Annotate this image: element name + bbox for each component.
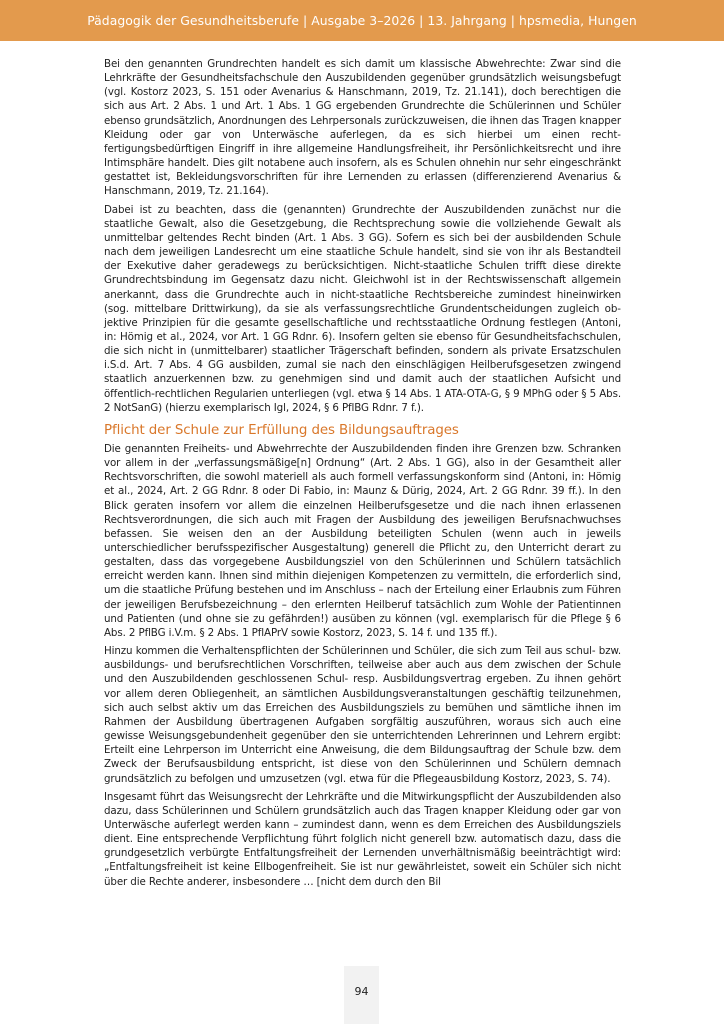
paragraph-5: Insgesamt führt das Weisungsrecht der Lehrkräfte und die Mitwirkungspflicht der Auszubildenden also dazu, dass Schülerinnen und Schülern grundsätzlich auch das Tragen knapper Kleidung oder gar von Unterwäsche auferlegt werden kann – zumindest dann, wenn es dem Erreichen des Ausbildungsziels dient. Eine entsprechende Verpflichtung führt folglich nicht generell bzw. automatisch dazu, dass die grundgesetzlich verbürgte Entfaltungsfreiheit der Lernenden unverhältnismäßig beeinträchtigt wird: „Entfaltungsfreiheit ist keine Ellbogenfreiheit. Sie ist nur gewährleistet, soweit ein Schüler sich nicht über die Rechte anderer, insbesondere … [nicht dem durch den Bil [104,790,621,888]
article-body [104,57,621,893]
paragraph-4: Hinzu kommen die Verhaltenspflichten der Schülerinnen und Schüler, die sich zum Teil aus schul- bzw. ausbildungs- und berufsrechtlichen Vorschriften, teilweise aber auch aus dem zwischen der Schule und den Auszubildenden geschlossenen Schul- resp. Ausbildungsvertrag ergeben. Zu ihnen gehört vor allem deren Obliegenheit, an sämtlichen Ausbildungsveranstaltungen geschäftig teilzunehmen, sich auch selbst aktiv um das Erreichen des Ausbildungsziels zu bemühen und sämtliche ihnen im Rahmen der Ausbildung übertragenen Aufgaben sorgfältig auszuführen, woraus sich auch eine gewisse Weisungsgebundenheit gegenüber den sie unterrichtenden Lehrerinnen und Lehrern ergibt: Erteilt eine Lehrperson im Unterricht eine Anweisung, die dem Bildungsauftrag der Schule bzw. dem Zweck der Berufsausbildung entspricht, ist diese von den Schülerinnen und Schülern demnach grundsätzlich zu befolgen und umzusetzen (vgl. etwa für die Pflegeausbildung Kostorz, 2023, S. 74). [104,645,621,785]
paragraph-1: Bei den genannten Grundrechten handelt es sich damit um klassische Abwehrechte: Zwar sind die Lehrkräfte der Gesundheitsfachschule den Auszubildenden gegenüber grundsätzlich weisungsbefugt (vgl. Kostorz 2023, S. 151 oder Avenarius & Hanschmann, 2019, Tz. 21.141), doch berechtigen die sich aus Art. 2 Abs. 1 und Art. 1 Abs. 1 GG ergebenden Grundrechte die Schülerinnen und Schüler ebenso grundsätzlich, Anordnungen des Lehrpersonals zurückzuweisen, die ihnen das Tragen knapper Kleidung oder gar von Unterwäsche auferlegen, da es sich hierbei um einen rechtfertigungsbedürftigen Eingriff in ihre allgemeine Handlungsfreiheit, ihr Persönlichkeitsrecht und ihre Intimsphäre handelt. Dies gilt notabene auch insofern, als es Schulen ohnehin nur sehr eingeschränkt gestattet ist, Bekleidungsvorschriften für ihre Lernenden zu erlassen (differenzierend Avenarius & Hanschmann, 2019, Tz. 21.164). [104,58,621,198]
paragraph-2: Dabei ist zu beachten, dass die (genannten) Grundrechte der Auszubildenden zunächst nur die staatliche Gewalt, also die Gesetzgebung, die Rechtsprechung sowie die vollziehende Gewalt als unmittelbar geltendes Recht binden (Art. 1 Abs. 3 GG). Sofern es sich bei der ausbildenden Schule nach dem jeweiligen Landesrecht um eine staatliche Schule handelt, sind sie von ihr als Bestandteil der Exekutive daher geradewegs zu berücksichtigen. Nicht-staatliche Schulen trifft diese direkte Grundrechtsbindung im Gegensatz dazu nicht. Gleichwohl ist in der Rechtswissenschaft allgemein anerkannt, dass die Grundrechte auch in nicht-staatliche Rechtsbereiche zumindest hineinwirken (sog. mittelbare Drittwirkung), da sie als verfassungsrechtliche Grundentscheidungen zugleich objektive Prinzipien für die gesamte gesellschaftliche und rechtsstaatliche Ordnung festlegen (Antoni, in: Hömig et al., 2024, vor Art. 1 GG Rdnr. 6). Insofern gelten sie ebenso für Gesundheitsfachschulen, die sich nicht in (unmittelbarer) staatlicher Trägerschaft befinden, sondern als private Ersatzschulen i.S.d. Art. 7 Abs. 4 GG ausbilden, zumal sie nach den einschlägigen Heilberufsgesetzen zwingend staatlich anzuerkennen bzw. zu genehmigen sind und damit auch der staatlichen Aufsicht und öffentlich-rechtlichen Regularien unterliegen (vgl. etwa § 14 Abs. 1 ATA-OTA-G, § 9 MPhG oder § 5 Abs. 2 NotSanG) (hierzu exemplarisch Igl, 2024, § 6 PflBG Rdnr. 7 f.). [104,203,621,414]
paragraph-3: Die genannten Freiheits- und Abwehrrechte der Auszubildenden finden ihre Grenzen bzw. Schranken vor allem in der „verfassungsmäßige[n] Ordnung“ (Art. 2 Abs. 1 GG), also in der Gesamtheit aller Rechtsvorschriften, die sowohl materiell als auch formell verfassungskonform sind (Antoni, in: Hömig et al., 2024, Art. 2 GG Rdnr. 8 oder Di Fabio, in: Maunz & Dürig, 2024, Art. 2 GG Rdnr. 39 ff.). In den Blick geraten insofern vor allem die einzelnen Heilberufsgesetze und die nach ihnen erlassenen Rechtsverordnungen, die sich auch mit Fragen der Ausbildung des jeweiligen Berufsnachwuchses befassen. Sie weisen den an der Ausbildung beteiligten Schulen (wenn auch in jeweils unterschiedlicher berufsspezifischer Ausgestaltung) generell die Pflicht zu, den Unterricht derart zu gestalten, dass das vorgegebene Ausbildungsziel von den Schülerinnen und Schülern tatsächlich erreicht werden kann. Ihnen sind mithin diejenigen Kompetenzen zu vermitteln, die erforderlich sind, um die staatliche Prüfung bestehen und im Anschluss – nach der Erteilung einer Erlaubnis zum Führen der jeweiligen Berufsbezeichnung – den erlernten Heilberuf tatsächlich zum Wohle der Patientinnen und Patienten (und ohne sie zu gefährden!) ausüben zu können (vgl. exemplarisch für die Pflege § 6 Abs. 2 PflBG i.V.m. § 2 Abs. 1 PflAPrV sowie Kostorz, 2023, S. 14 f. und 135 ff.). [104,442,621,639]
section-heading: Pflicht der Schule zur Erfüllung des Bildungsauftrages [104,422,459,438]
journal-header [0,0,724,41]
page-footer [344,966,379,1024]
page-number: 94 [354,985,369,998]
journal-header-text: Pädagogik der Gesundheitsberufe | Ausgabe 3–2026 | 13. Jahrgang | hpsmedia, Hungen [87,13,637,28]
